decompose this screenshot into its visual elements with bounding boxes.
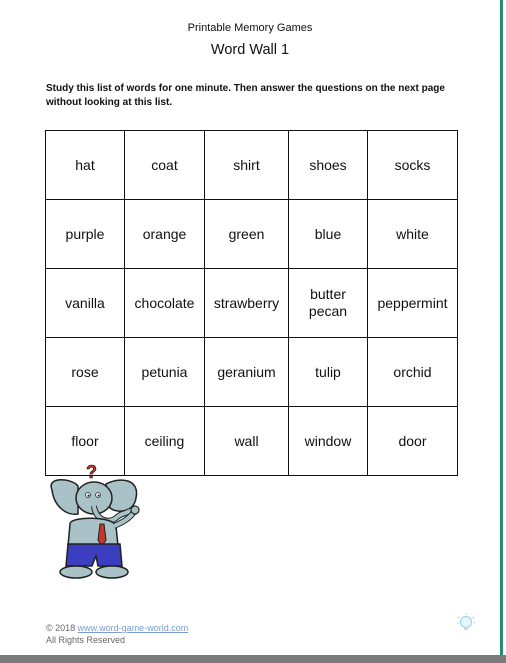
table-row (46, 269, 458, 338)
word-cell: shirt (205, 131, 289, 200)
word-wall-table (45, 130, 458, 476)
website-link[interactable]: www.word-game-world.com (77, 623, 189, 633)
table-row (46, 131, 458, 200)
word-cell: orange (125, 200, 205, 269)
table-row (46, 200, 458, 269)
word-cell: blue (289, 200, 368, 269)
word-cell: coat (125, 131, 205, 200)
word-cell: white (368, 200, 458, 269)
word-cell: tulip (289, 338, 368, 407)
word-cell: rose (46, 338, 125, 407)
word-cell: hat (46, 131, 125, 200)
word-cell: vanilla (46, 269, 125, 338)
table-row (46, 338, 458, 407)
lightbulb-icon (456, 613, 476, 635)
word-cell: geranium (205, 338, 289, 407)
bottom-bar (0, 655, 506, 663)
word-cell: petunia (125, 338, 205, 407)
word-cell: strawberry (205, 269, 289, 338)
page-title: Word Wall 1 (210, 42, 290, 58)
word-cell: door (368, 407, 458, 476)
word-cell: butter pecan (289, 269, 368, 338)
page-subtitle: Printable Memory Games (187, 22, 313, 34)
word-cell: socks (368, 131, 458, 200)
question-mark-icon: ? (86, 462, 97, 482)
word-cell: ceiling (125, 407, 205, 476)
word-cell: peppermint (368, 269, 458, 338)
word-cell: orchid (368, 338, 458, 407)
copyright-line (46, 622, 188, 634)
rights-text: All Rights Reserved (46, 635, 126, 645)
word-cell: purple (46, 200, 125, 269)
word-cell: shoes (289, 131, 368, 200)
thinking-elephant-icon (44, 462, 156, 580)
word-cell: floor (46, 407, 125, 476)
word-cell: window (289, 407, 368, 476)
instructions-text: Study this list of words for one minute. Then answer the questions on the next page without looking at this list. (46, 83, 445, 108)
footer (46, 622, 188, 646)
word-cell: wall (205, 407, 289, 476)
copyright-text: © 2018 (46, 623, 76, 633)
word-cell: green (205, 200, 289, 269)
word-cell: chocolate (125, 269, 205, 338)
